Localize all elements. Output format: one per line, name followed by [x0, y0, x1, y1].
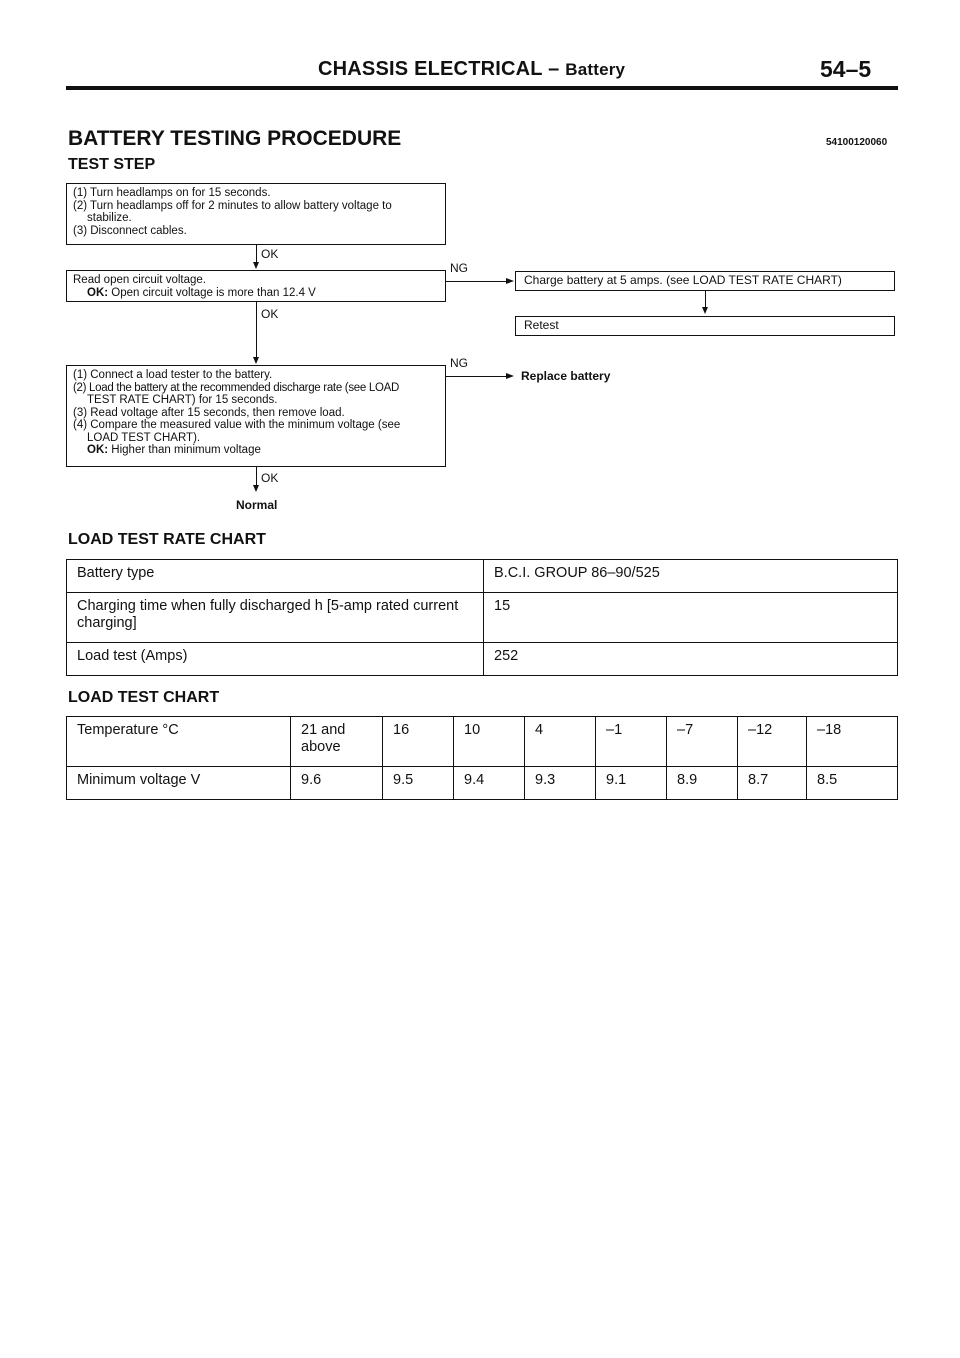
ng-label: NG — [450, 261, 468, 275]
ok-criteria-text: Open circuit voltage is more than 12.4 V — [111, 286, 316, 299]
ok-label: OK — [261, 247, 279, 261]
table-cell-value: 9.1 — [596, 767, 667, 800]
charge-battery-box — [515, 271, 895, 291]
table-cell-label: Temperature °C — [67, 717, 291, 767]
table-cell-value: B.C.I. GROUP 86–90/525 — [484, 560, 898, 593]
table-cell-label: Battery type — [67, 560, 484, 593]
step3-line: LOAD TEST CHART). — [87, 431, 201, 444]
table-cell-value: 9.3 — [525, 767, 596, 800]
arrow-right-icon — [506, 373, 514, 379]
ok-label: OK — [261, 307, 279, 321]
connector-line — [256, 467, 257, 487]
ok-label: OK — [261, 471, 279, 485]
step3-line: (4) Compare the measured value with the minimum voltage (see — [73, 419, 401, 431]
load-test-rate-table — [66, 559, 898, 676]
table-cell-value: 9.4 — [454, 767, 525, 800]
table-cell-label: Minimum voltage V — [67, 767, 291, 800]
load-test-chart-heading: LOAD TEST CHART — [68, 689, 220, 706]
step1-line: (1) Turn headlamps on for 15 seconds. — [73, 187, 271, 199]
table-row — [67, 717, 898, 767]
table-cell-label: Charging time when fully discharged h [5-amp rated current charging] — [67, 593, 484, 643]
arrow-right-icon — [506, 278, 514, 284]
table-row — [67, 643, 898, 676]
retest-box — [515, 316, 895, 336]
replace-battery-text: Replace battery — [521, 369, 611, 383]
arrow-down-icon — [702, 307, 708, 314]
connector-line — [446, 281, 506, 282]
ok-criteria-label: OK: — [87, 444, 109, 456]
step1-line: (3) Disconnect cables. — [73, 224, 187, 237]
header-rule — [66, 86, 898, 90]
table-cell-value: 15 — [484, 593, 898, 643]
document-code: 54100120060 — [826, 137, 888, 148]
table-cell-value: 8.5 — [807, 767, 898, 800]
arrow-down-icon — [253, 485, 259, 492]
table-row — [67, 560, 898, 593]
retest-text: Retest — [524, 318, 559, 332]
table-cell-value: 9.6 — [291, 767, 383, 800]
step3-line: (3) Read voltage after 15 seconds, then remove load. — [73, 406, 345, 419]
step3-line: (1) Connect a load tester to the battery. — [73, 369, 273, 381]
table-cell-value: –7 — [667, 717, 738, 767]
table-cell-value: 252 — [484, 643, 898, 676]
arrow-down-icon — [253, 357, 259, 364]
step3-box — [66, 365, 446, 467]
page-title: BATTERY TESTING PROCEDURE — [68, 127, 402, 150]
step2-line: Read open circuit voltage. — [73, 274, 206, 286]
arrow-down-icon — [253, 262, 259, 269]
load-test-table — [66, 716, 898, 800]
connector-line — [446, 376, 506, 377]
ok-criteria-label: OK: — [87, 286, 109, 299]
step1-line: stabilize. — [87, 212, 132, 224]
table-cell-value: 4 — [525, 717, 596, 767]
page-number: 54–5 — [820, 56, 872, 82]
ok-criteria-text: Higher than minimum voltage — [111, 444, 261, 456]
table-cell-value: 8.9 — [667, 767, 738, 800]
ng-label: NG — [450, 356, 468, 370]
table-row — [67, 767, 898, 800]
table-cell-value: –18 — [807, 717, 898, 767]
charge-battery-text: Charge battery at 5 amps. (see LOAD TEST RATE CHART) — [524, 273, 842, 287]
table-cell-value: 10 — [454, 717, 525, 767]
step3-line: TEST RATE CHART) for 15 seconds. — [87, 394, 278, 406]
header-section: CHASSIS ELECTRICAL — [318, 58, 543, 80]
test-step-heading: TEST STEP — [68, 156, 156, 173]
step2-box — [66, 270, 446, 302]
table-cell-value: 9.5 — [383, 767, 454, 800]
table-cell-label: Load test (Amps) — [67, 643, 484, 676]
connector-line — [256, 302, 257, 359]
header-dash: – — [548, 58, 560, 80]
table-cell-value: –12 — [738, 717, 807, 767]
table-cell-value: –1 — [596, 717, 667, 767]
table-row — [67, 593, 898, 643]
table-cell-value: 16 — [383, 717, 454, 767]
table-cell-value: 21 and above — [291, 717, 383, 767]
step1-line: (2) Turn headlamps off for 2 minutes to allow battery voltage to — [73, 199, 392, 212]
header-title — [318, 58, 625, 81]
step3-line: (2) Load the battery at the recommended discharge rate (see LOAD — [73, 381, 399, 394]
header-subsection: Battery — [565, 60, 626, 79]
table-cell-value: 8.7 — [738, 767, 807, 800]
normal-result-text: Normal — [236, 498, 278, 512]
step1-box — [66, 183, 446, 245]
load-test-rate-chart-heading: LOAD TEST RATE CHART — [68, 531, 266, 548]
